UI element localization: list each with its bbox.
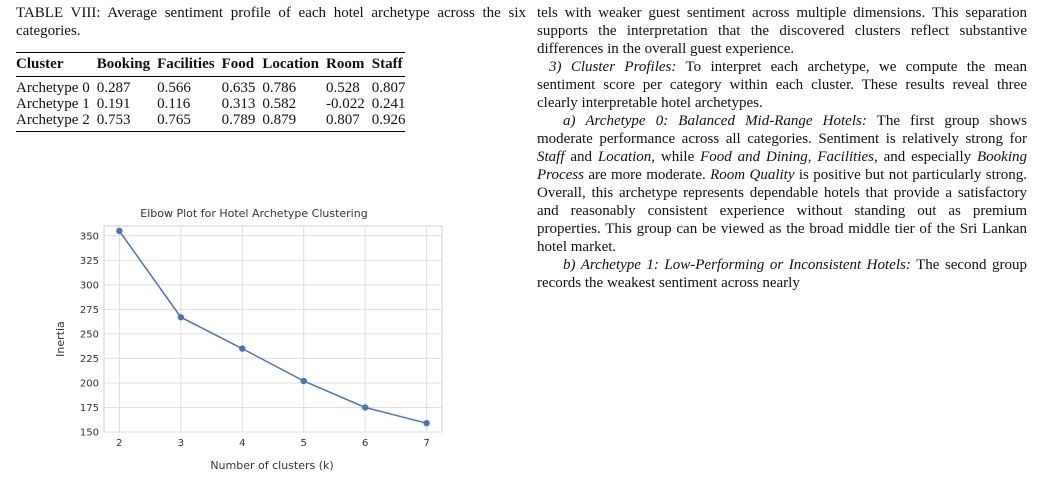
table-cell: 0.582 [262, 96, 297, 112]
chart-data-point [423, 420, 429, 426]
chart-grid [104, 226, 442, 432]
sentiment-table [16, 52, 405, 132]
table-header-cell: Food [222, 53, 263, 77]
archetype-0-paragraph [537, 112, 1027, 256]
chart-xlabel: Number of clusters (k) [210, 459, 334, 472]
table-cell: 0.566 [157, 80, 191, 96]
table-cell: 0.926 [372, 112, 406, 132]
table-row [16, 112, 405, 132]
table-cell: Archetype 2 [16, 112, 97, 132]
table-cell: 0.287 [96, 80, 131, 96]
chart-plot-area [104, 226, 442, 432]
chart-xtick-label: 2 [116, 438, 123, 449]
text-run: is positive but not particularly strong. Overall, this archetype represents dependable hotels that provide a satisfactory and reasonably consistent experience without standing out as premium properties. This group can be viewed as the broad middle tier of the Sri Lankan hotel market. [537, 167, 1027, 255]
chart-data-point [239, 345, 245, 351]
chart-ytick-label: 150 [79, 427, 99, 439]
table-caption: TABLE VIII: Average sentiment profile of each hotel archetype across the six categories. [16, 5, 526, 39]
chart-xtick-label: 3 [177, 438, 185, 449]
table-cell: Archetype 0 [16, 80, 90, 96]
term-booking: Booking Process [537, 149, 1027, 183]
table-cell: 0.753 [97, 112, 157, 132]
term-location: Location [597, 149, 652, 165]
chart-data-point [301, 378, 307, 384]
archetype-0-heading: a) Archetype 0: Balanced Mid-Range Hotels: [563, 113, 867, 129]
elbow-chart [52, 204, 452, 474]
table-cell: 0.879 [262, 112, 326, 132]
term-facilities: Facilities [817, 149, 874, 165]
section-body: To interpret each archetype, we compute the mean sentiment score per category within each cluster. These results reveal three clearly interpretable hotel archetypes. [537, 59, 1027, 111]
chart-xtick-label: 4 [239, 438, 246, 449]
table-cell: 0.635 [221, 80, 256, 96]
section-heading: 3) Cluster Profiles: [549, 59, 677, 75]
chart-xtick-label: 7 [423, 438, 430, 449]
table-cell: 0.807 [326, 112, 372, 132]
table-header-cell: Facilities [157, 53, 221, 77]
elbow-chart-svg [52, 204, 452, 474]
chart-ytick-label: 350 [79, 231, 99, 243]
table-header-cell: Room [326, 53, 372, 77]
table-cell: 0.241 [371, 96, 406, 112]
table-cell: -0.022 [325, 96, 365, 112]
chart-xtick-label: 5 [300, 438, 307, 449]
text-run: , [807, 149, 818, 165]
text-run: The first group shows moderate performance across all categories. Sentiment is relatively strong for [537, 113, 1028, 147]
term-room: Room Quality [710, 167, 795, 183]
left-column [16, 4, 526, 132]
term-staff: Staff [537, 149, 565, 165]
table-row [16, 77, 405, 97]
text-run: The second group records the weakest sentiment across nearly [537, 257, 1028, 291]
table-cell: 0.765 [157, 112, 221, 132]
chart-data-point [116, 228, 122, 234]
chart-title: Elbow Plot for Hotel Archetype Clustering [140, 207, 368, 220]
chart-ytick-label: 325 [79, 255, 99, 267]
text-run: , and especially [873, 149, 977, 165]
archetype-1-heading: b) Archetype 1: Low-Performing or Inconsistent Hotels: [563, 257, 911, 273]
chart-data-point [362, 404, 368, 410]
table-row [16, 96, 405, 112]
archetype-1-paragraph [537, 256, 1027, 292]
right-column [537, 4, 1027, 292]
text-run: and [564, 149, 598, 165]
chart-ylabel: Inertia [54, 321, 67, 357]
table-cell: 0.313 [221, 96, 256, 112]
text-run: are more moderate. [583, 167, 711, 183]
table-cell: 0.789 [222, 112, 263, 132]
chart-ytick-label: 200 [79, 378, 99, 390]
chart-data-point [178, 314, 184, 320]
chart-xtick-label: 6 [361, 438, 369, 449]
chart-ytick-label: 250 [79, 329, 99, 341]
text-run: , while [651, 149, 701, 165]
table-header-row [16, 53, 405, 77]
table-cell: 0.786 [262, 80, 297, 96]
paragraph-continuation: tels with weaker guest sentiment across multiple dimensions. This separation supports the interpretation that the discovered clusters reflect substantive differences in the overall guest experience. [537, 5, 1027, 57]
chart-ytick-label: 225 [79, 353, 99, 365]
table-header-cell: Staff [372, 53, 406, 77]
term-food: Food and Dining [700, 149, 808, 165]
table-header-cell: Cluster [16, 53, 97, 77]
chart-ytick-label: 175 [79, 402, 99, 414]
table-cell: Archetype 1 [16, 96, 90, 112]
table-cell: 0.528 [325, 80, 360, 96]
chart-ytick-label: 300 [79, 280, 99, 292]
section-cluster-profiles [537, 58, 1027, 112]
table-cell: 0.191 [96, 96, 131, 112]
table-cell: 0.807 [371, 80, 406, 96]
table-cell: 0.116 [157, 96, 191, 112]
table-header-cell: Location [262, 53, 326, 77]
chart-ytick-label: 275 [79, 304, 99, 316]
table-header-cell: Booking [97, 53, 157, 77]
